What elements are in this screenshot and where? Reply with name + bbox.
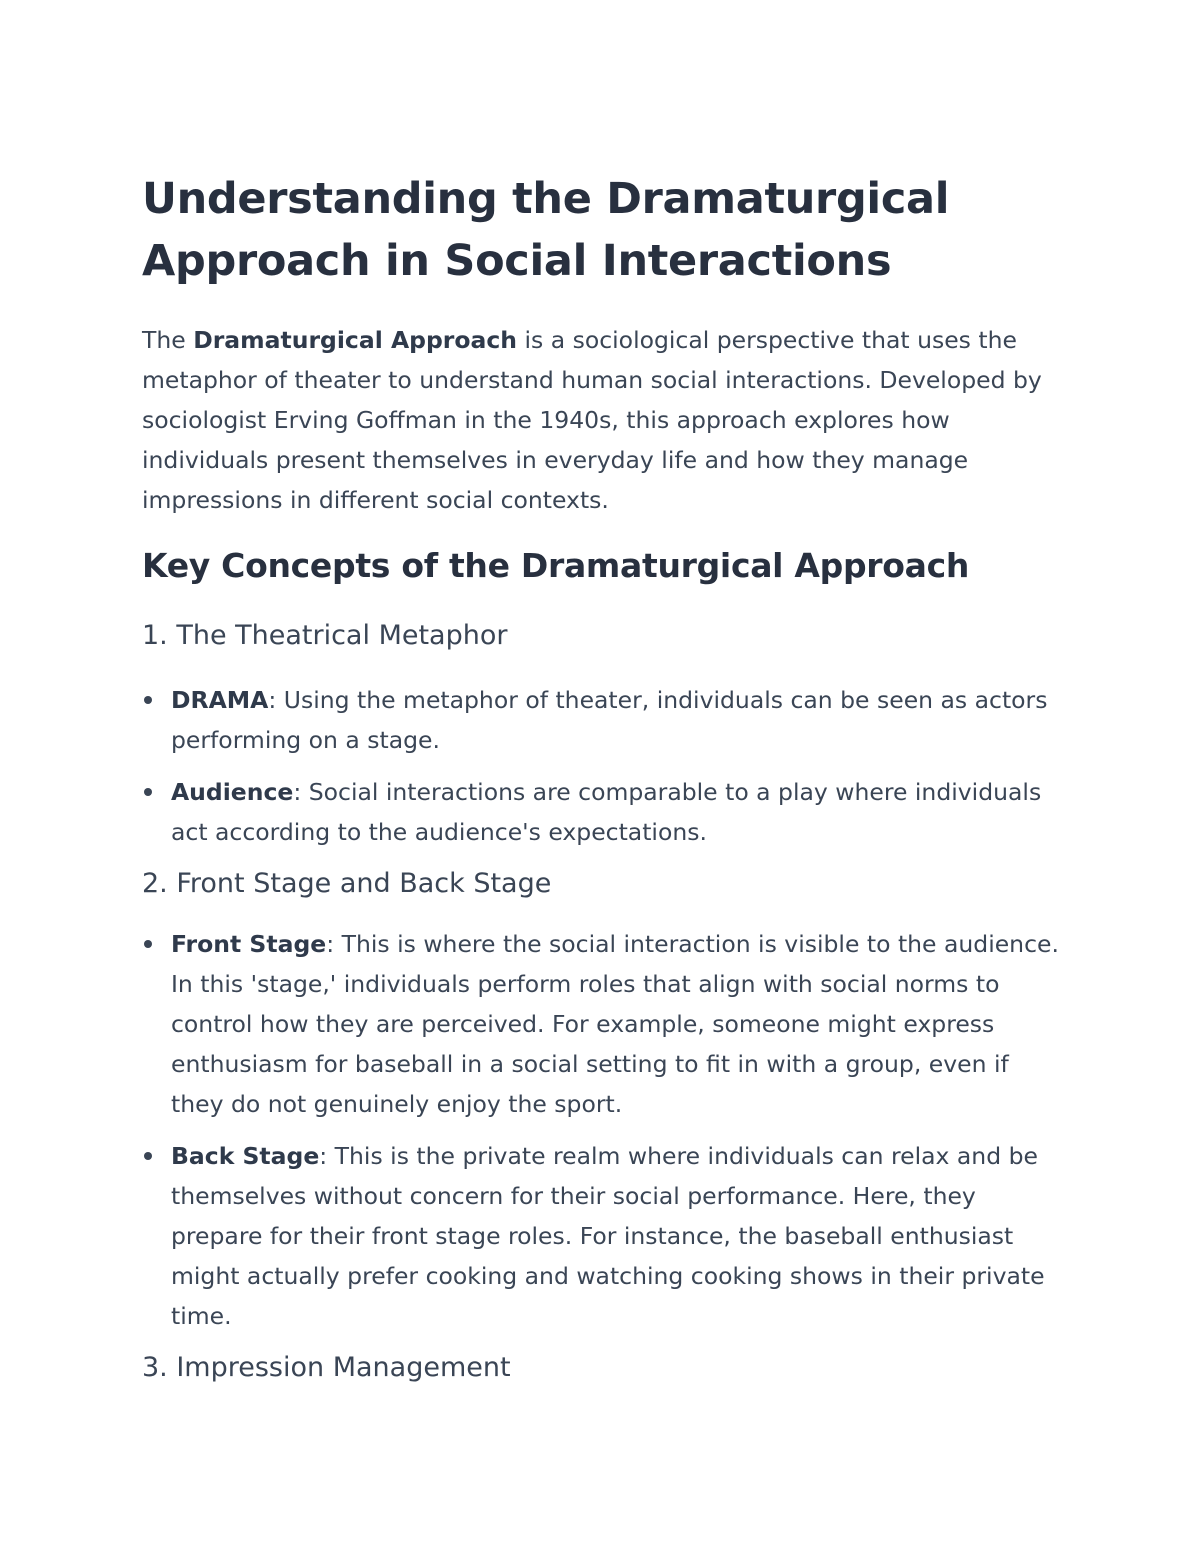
- list-item-text: : Social interactions are comparable to a play where individuals act according to the audience's expectations.: [171, 778, 1042, 846]
- list-item-text: : Using the metaphor of theater, individuals can be seen as actors performing on a stage.: [171, 686, 1048, 754]
- list-item-term: Front Stage: [171, 930, 327, 958]
- list-item-audience: [142, 772, 1062, 852]
- section-heading-front-back-stage: 2. Front Stage and Back Stage: [142, 868, 552, 899]
- key-concepts-heading: Key Concepts of the Dramaturgical Approach: [142, 546, 970, 585]
- list-item-term: Back Stage: [171, 1142, 320, 1170]
- bullet-icon: [144, 940, 152, 948]
- list-item-term: Audience: [171, 778, 294, 806]
- intro-rest: is a sociological perspective that uses the metaphor of theater to understand human social interactions. Developed by sociologist Erving Goffman in the 1940s, this approach explores how individuals present themselves in everyday life and how they manage impressions in different social contexts.: [142, 326, 1042, 514]
- section-heading-impression-management: 3. Impression Management: [142, 1352, 511, 1383]
- theatrical-metaphor-list: [142, 680, 1062, 852]
- intro-lead: The: [142, 326, 194, 354]
- page-title: Understanding the Dramaturgical Approach in Social Interactions: [142, 174, 950, 286]
- list-item-back-stage: [142, 1136, 1062, 1336]
- intro-paragraph: [142, 320, 1062, 520]
- list-item-term: DRAMA: [171, 686, 269, 714]
- list-item-text: : This is where the social interaction is visible to the audience. In this 'stage,' individuals perform roles that align with social norms to control how they are perceived. For example, someone might express enthusiasm for baseball in a social setting to fit in with a group, even if they do not genuinely enjoy the sport.: [171, 930, 1059, 1118]
- document-page: [142, 168, 1062, 1388]
- front-back-stage-list: [142, 924, 1062, 1336]
- list-item-drama: [142, 680, 1062, 760]
- bullet-icon: [144, 1152, 152, 1160]
- section-heading-theatrical-metaphor: 1. The Theatrical Metaphor: [142, 620, 508, 651]
- list-item-front-stage: [142, 924, 1062, 1124]
- intro-term: Dramaturgical Approach: [193, 326, 518, 354]
- bullet-icon: [144, 696, 152, 704]
- bullet-icon: [144, 788, 152, 796]
- list-item-text: : This is the private realm where individuals can relax and be themselves without concern for their social performance. Here, they prepare for their front stage roles. For instance, the baseball enthusiast might actually prefer cooking and watching cooking shows in their private time.: [171, 1142, 1045, 1330]
